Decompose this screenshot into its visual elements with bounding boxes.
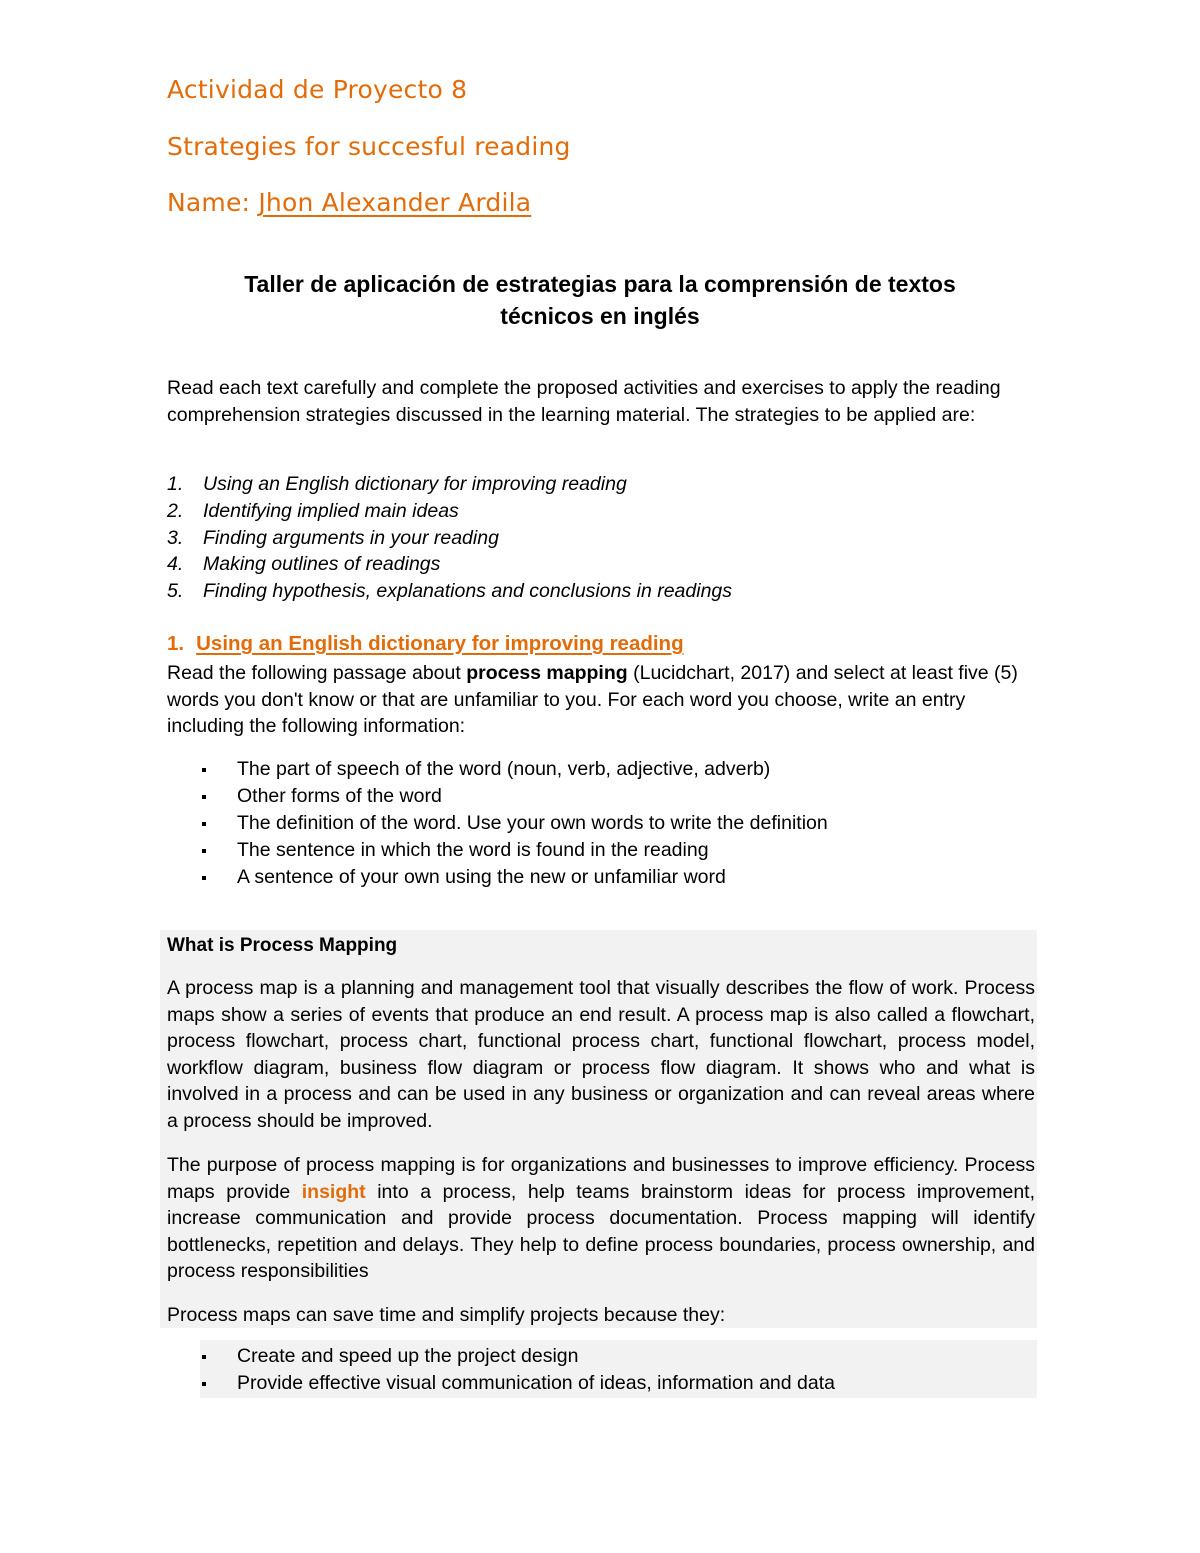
section-number: 1. — [167, 632, 185, 655]
highlighted-word: insight — [301, 1180, 366, 1203]
list-text: A sentence of your own using the new or unfamiliar word — [237, 866, 726, 888]
subtitle-heading: Strategies for succesful reading — [167, 132, 571, 161]
list-text: The definition of the word. Use your own words to write the definition — [237, 812, 828, 834]
list-number: 3. — [167, 526, 184, 549]
instructions-text-end: (Lucidchart, 2017) and select at least five (5) words you don't know or that are unfamiliar to you. For each word you choose, write an entry including the following information: — [167, 662, 1018, 737]
bullet-icon — [202, 849, 206, 853]
name-label: Name: — [167, 188, 259, 217]
list-text: Making outlines of readings — [203, 553, 441, 576]
list-text: Provide effective visual communication of ideas, information and data — [237, 1372, 835, 1394]
instructions-paragraph — [167, 660, 1035, 740]
list-text: Finding arguments in your reading — [203, 526, 499, 549]
list-text: The sentence in which the word is found in the reading — [237, 839, 709, 861]
passage-paragraph-3: Process maps can save time and simplify projects because they: — [167, 1304, 726, 1326]
list-item — [200, 810, 828, 837]
strategies-list — [167, 471, 732, 605]
name-line — [167, 186, 531, 220]
list-item — [200, 864, 828, 891]
passage-paragraph-1: A process map is a planning and management tool that visually describes the flow of work. Process maps show a series of events that produce an end result. A process map is also called a flowchart, process flowchart, process chart, functional process chart, functional flowchart, process model, workflow diagram, business flow diagram or process flow diagram. It shows who and what is involved in a process and can be used in any business or organization and can reveal areas where a process should be improved. — [167, 977, 1035, 1132]
list-item — [167, 471, 732, 498]
passage-benefits-list — [200, 1343, 835, 1397]
instructions-text-start: Read the following passage about — [167, 662, 467, 684]
list-number: 2. — [167, 499, 184, 522]
list-text: Create and speed up the project design — [237, 1345, 579, 1367]
list-text: Other forms of the word — [237, 785, 442, 807]
section-title: Using an English dictionary for improving reading — [196, 632, 684, 655]
instructions-bold-term: process mapping — [466, 662, 628, 684]
list-item — [167, 498, 732, 525]
list-item — [200, 1343, 835, 1370]
list-text: Identifying implied main ideas — [203, 499, 459, 522]
list-number: 4. — [167, 553, 184, 576]
list-item — [200, 1370, 835, 1397]
bullet-icon — [202, 795, 206, 799]
bullet-icon — [202, 1355, 206, 1359]
entry-requirements-list — [200, 756, 828, 891]
passage-title: What is Process Mapping — [167, 935, 398, 956]
bullet-icon — [202, 1382, 206, 1386]
list-item — [200, 837, 828, 864]
list-text: The part of speech of the word (noun, verb, adjective, adverb) — [237, 758, 771, 780]
list-item — [167, 578, 732, 605]
student-name: Jhon Alexander Ardila — [258, 188, 532, 217]
activity-heading: Actividad de Proyecto 8 — [167, 75, 468, 104]
title-line-2: técnicos en inglés — [500, 303, 700, 329]
list-text: Using an English dictionary for improving reading — [203, 473, 627, 495]
section-1-heading — [167, 630, 684, 658]
list-number: 1. — [167, 473, 184, 495]
list-item — [200, 783, 828, 810]
bullet-icon — [202, 822, 206, 826]
intro-paragraph: Read each text carefully and complete the proposed activities and exercises to apply the reading comprehension strategies discussed in the learning material. The strategies to be applied are: — [167, 377, 1001, 426]
list-item — [200, 756, 828, 783]
page-title — [150, 268, 1050, 332]
passage-text-start: The purpose of process mapping is for organizations and businesses to improve efficiency. Process maps provide — [167, 1154, 1035, 1203]
bullet-icon — [202, 876, 206, 880]
passage-paragraph-2 — [167, 1152, 1035, 1285]
list-item — [167, 525, 732, 552]
list-text: Finding hypothesis, explanations and conclusions in readings — [203, 580, 733, 603]
bullet-icon — [202, 768, 206, 772]
list-number: 5. — [167, 580, 184, 603]
title-line-1: Taller de aplicación de estrategias para la comprensión de textos — [244, 271, 956, 297]
list-item — [167, 551, 732, 578]
passage-text-end: into a process, help teams brainstorm ideas for process improvement, increase communication and provide process documentation. Process mapping will identify bottlenecks, repetition and delays. They help to define process boundaries, process ownership, and process responsibilities — [167, 1180, 1036, 1282]
